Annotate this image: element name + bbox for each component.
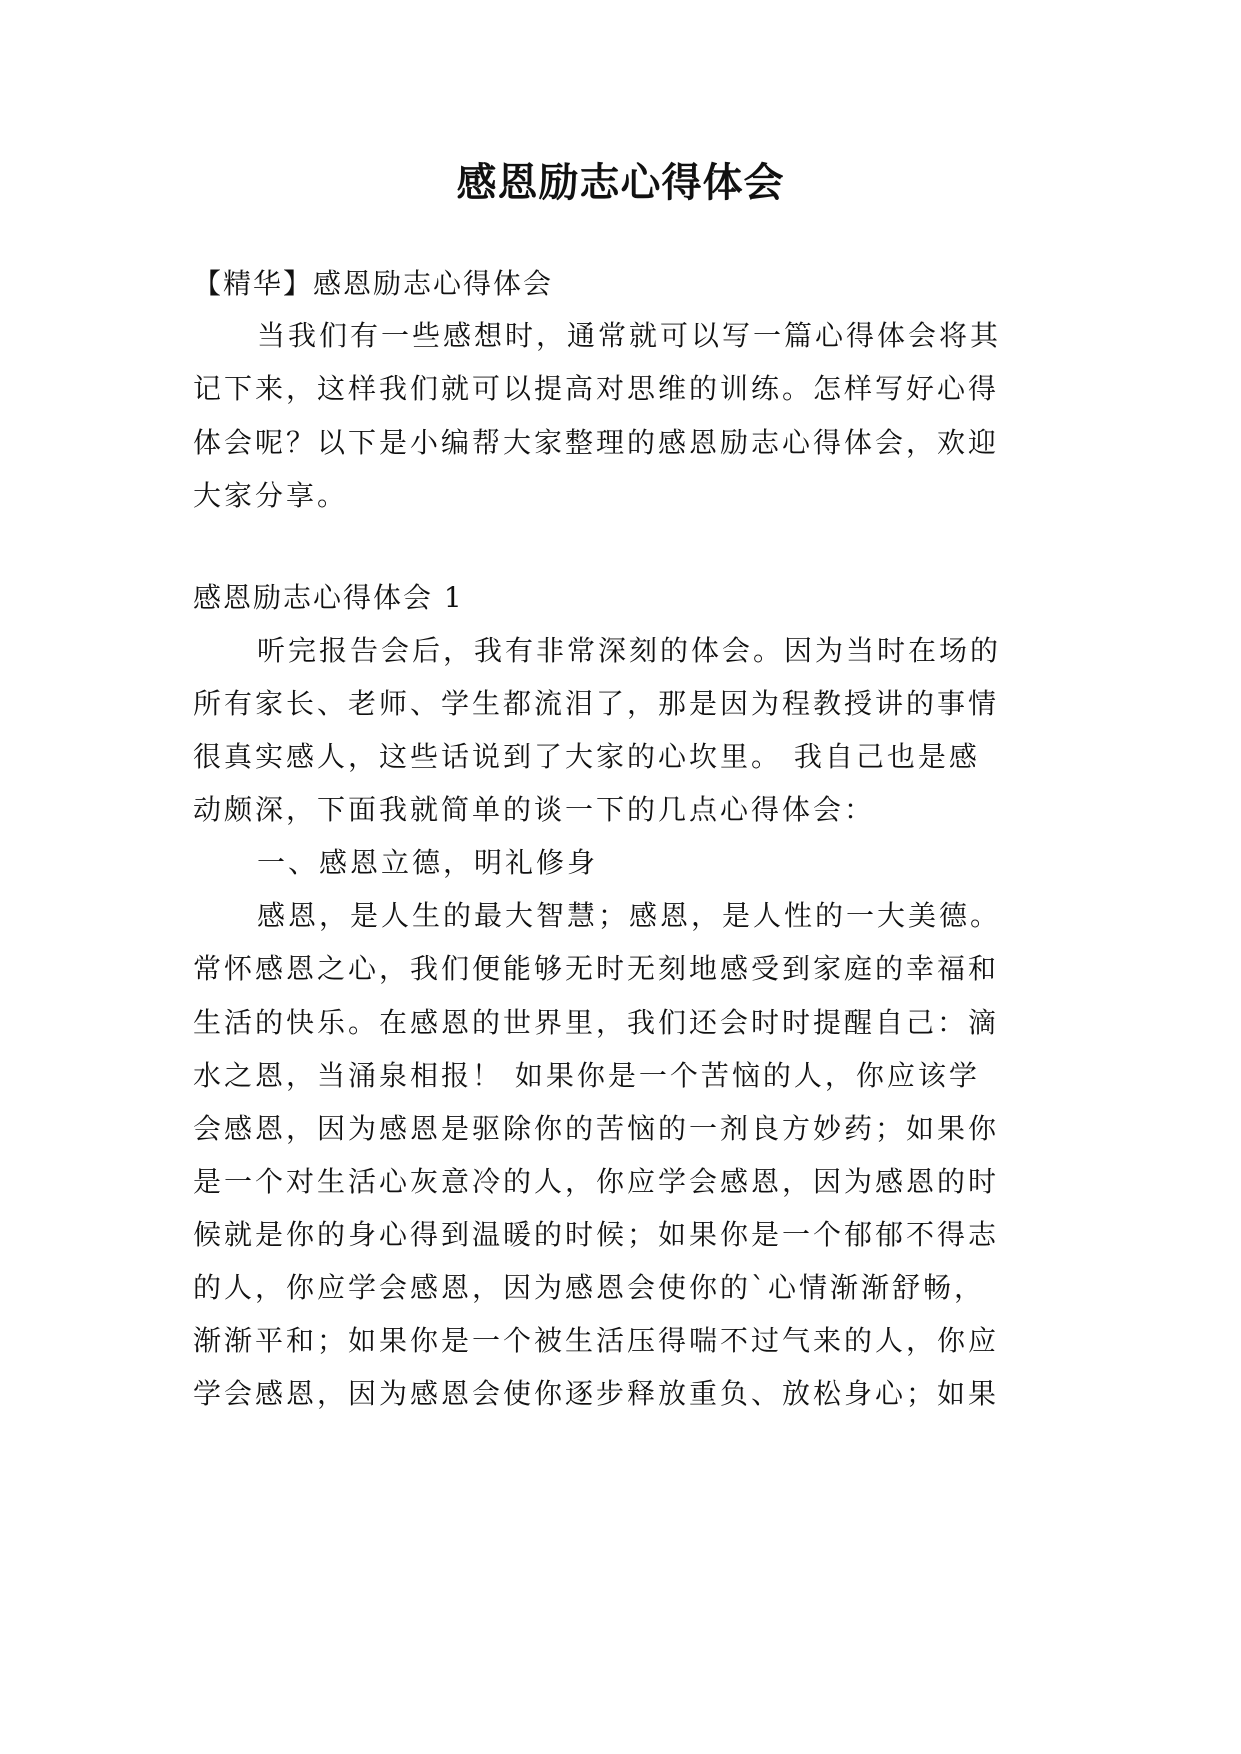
- intro-line: 大家分享。: [193, 479, 349, 512]
- section-line: 水之恩，当涌泉相报！ 如果你是一个苦恼的人，你应该学: [193, 1059, 980, 1092]
- section-line: 候就是你的身心得到温暖的时候；如果你是一个郁郁不得志: [193, 1218, 1000, 1251]
- section-line: 所有家长、老师、学生都流泪了，那是因为程教授讲的事情: [193, 687, 1000, 720]
- section-line: 常怀感恩之心，我们便能够无时无刻地感受到家庭的幸福和: [193, 952, 1000, 985]
- section-line: 的人，你应学会感恩，因为感恩会使你的`心情渐渐舒畅，: [193, 1271, 986, 1304]
- section-line: 生活的快乐。在感恩的世界里，我们还会时时提醒自己：滴: [193, 1006, 1000, 1039]
- section-line: 是一个对生活心灰意冷的人，你应学会感恩，因为感恩的时: [193, 1165, 1000, 1198]
- section-line: 动颇深，下面我就简单的谈一下的几点心得体会：: [193, 793, 876, 826]
- section-line: 渐渐平和；如果你是一个被生活压得喘不过气来的人，你应: [193, 1324, 1000, 1357]
- section-line: 学会感恩，因为感恩会使你逐步释放重负、放松身心；如果: [193, 1377, 1000, 1410]
- document-title: 感恩励志心得体会: [456, 159, 785, 206]
- section-line: 听完报告会后，我有非常深刻的体会。因为当时在场的: [257, 634, 1002, 667]
- section-heading: 感恩励志心得体会 1: [193, 581, 464, 614]
- intro-line: 当我们有一些感想时，通常就可以写一篇心得体会将其: [257, 319, 1002, 352]
- intro-line: 体会呢？以下是小编帮大家整理的感恩励志心得体会，欢迎: [193, 426, 1000, 459]
- intro-heading: 【精华】感恩励志心得体会: [193, 267, 554, 300]
- subheading: 一、感恩立德，明礼修身: [257, 846, 599, 879]
- section-line: 感恩，是人生的最大智慧；感恩，是人性的一大美德。: [257, 899, 1002, 932]
- section-line: 很真实感人，这些话说到了大家的心坎里。 我自己也是感: [193, 740, 980, 773]
- section-line: 会感恩，因为感恩是驱除你的苦恼的一剂良方妙药；如果你: [193, 1112, 1000, 1145]
- intro-line: 记下来，这样我们就可以提高对思维的训练。怎样写好心得: [193, 372, 1000, 405]
